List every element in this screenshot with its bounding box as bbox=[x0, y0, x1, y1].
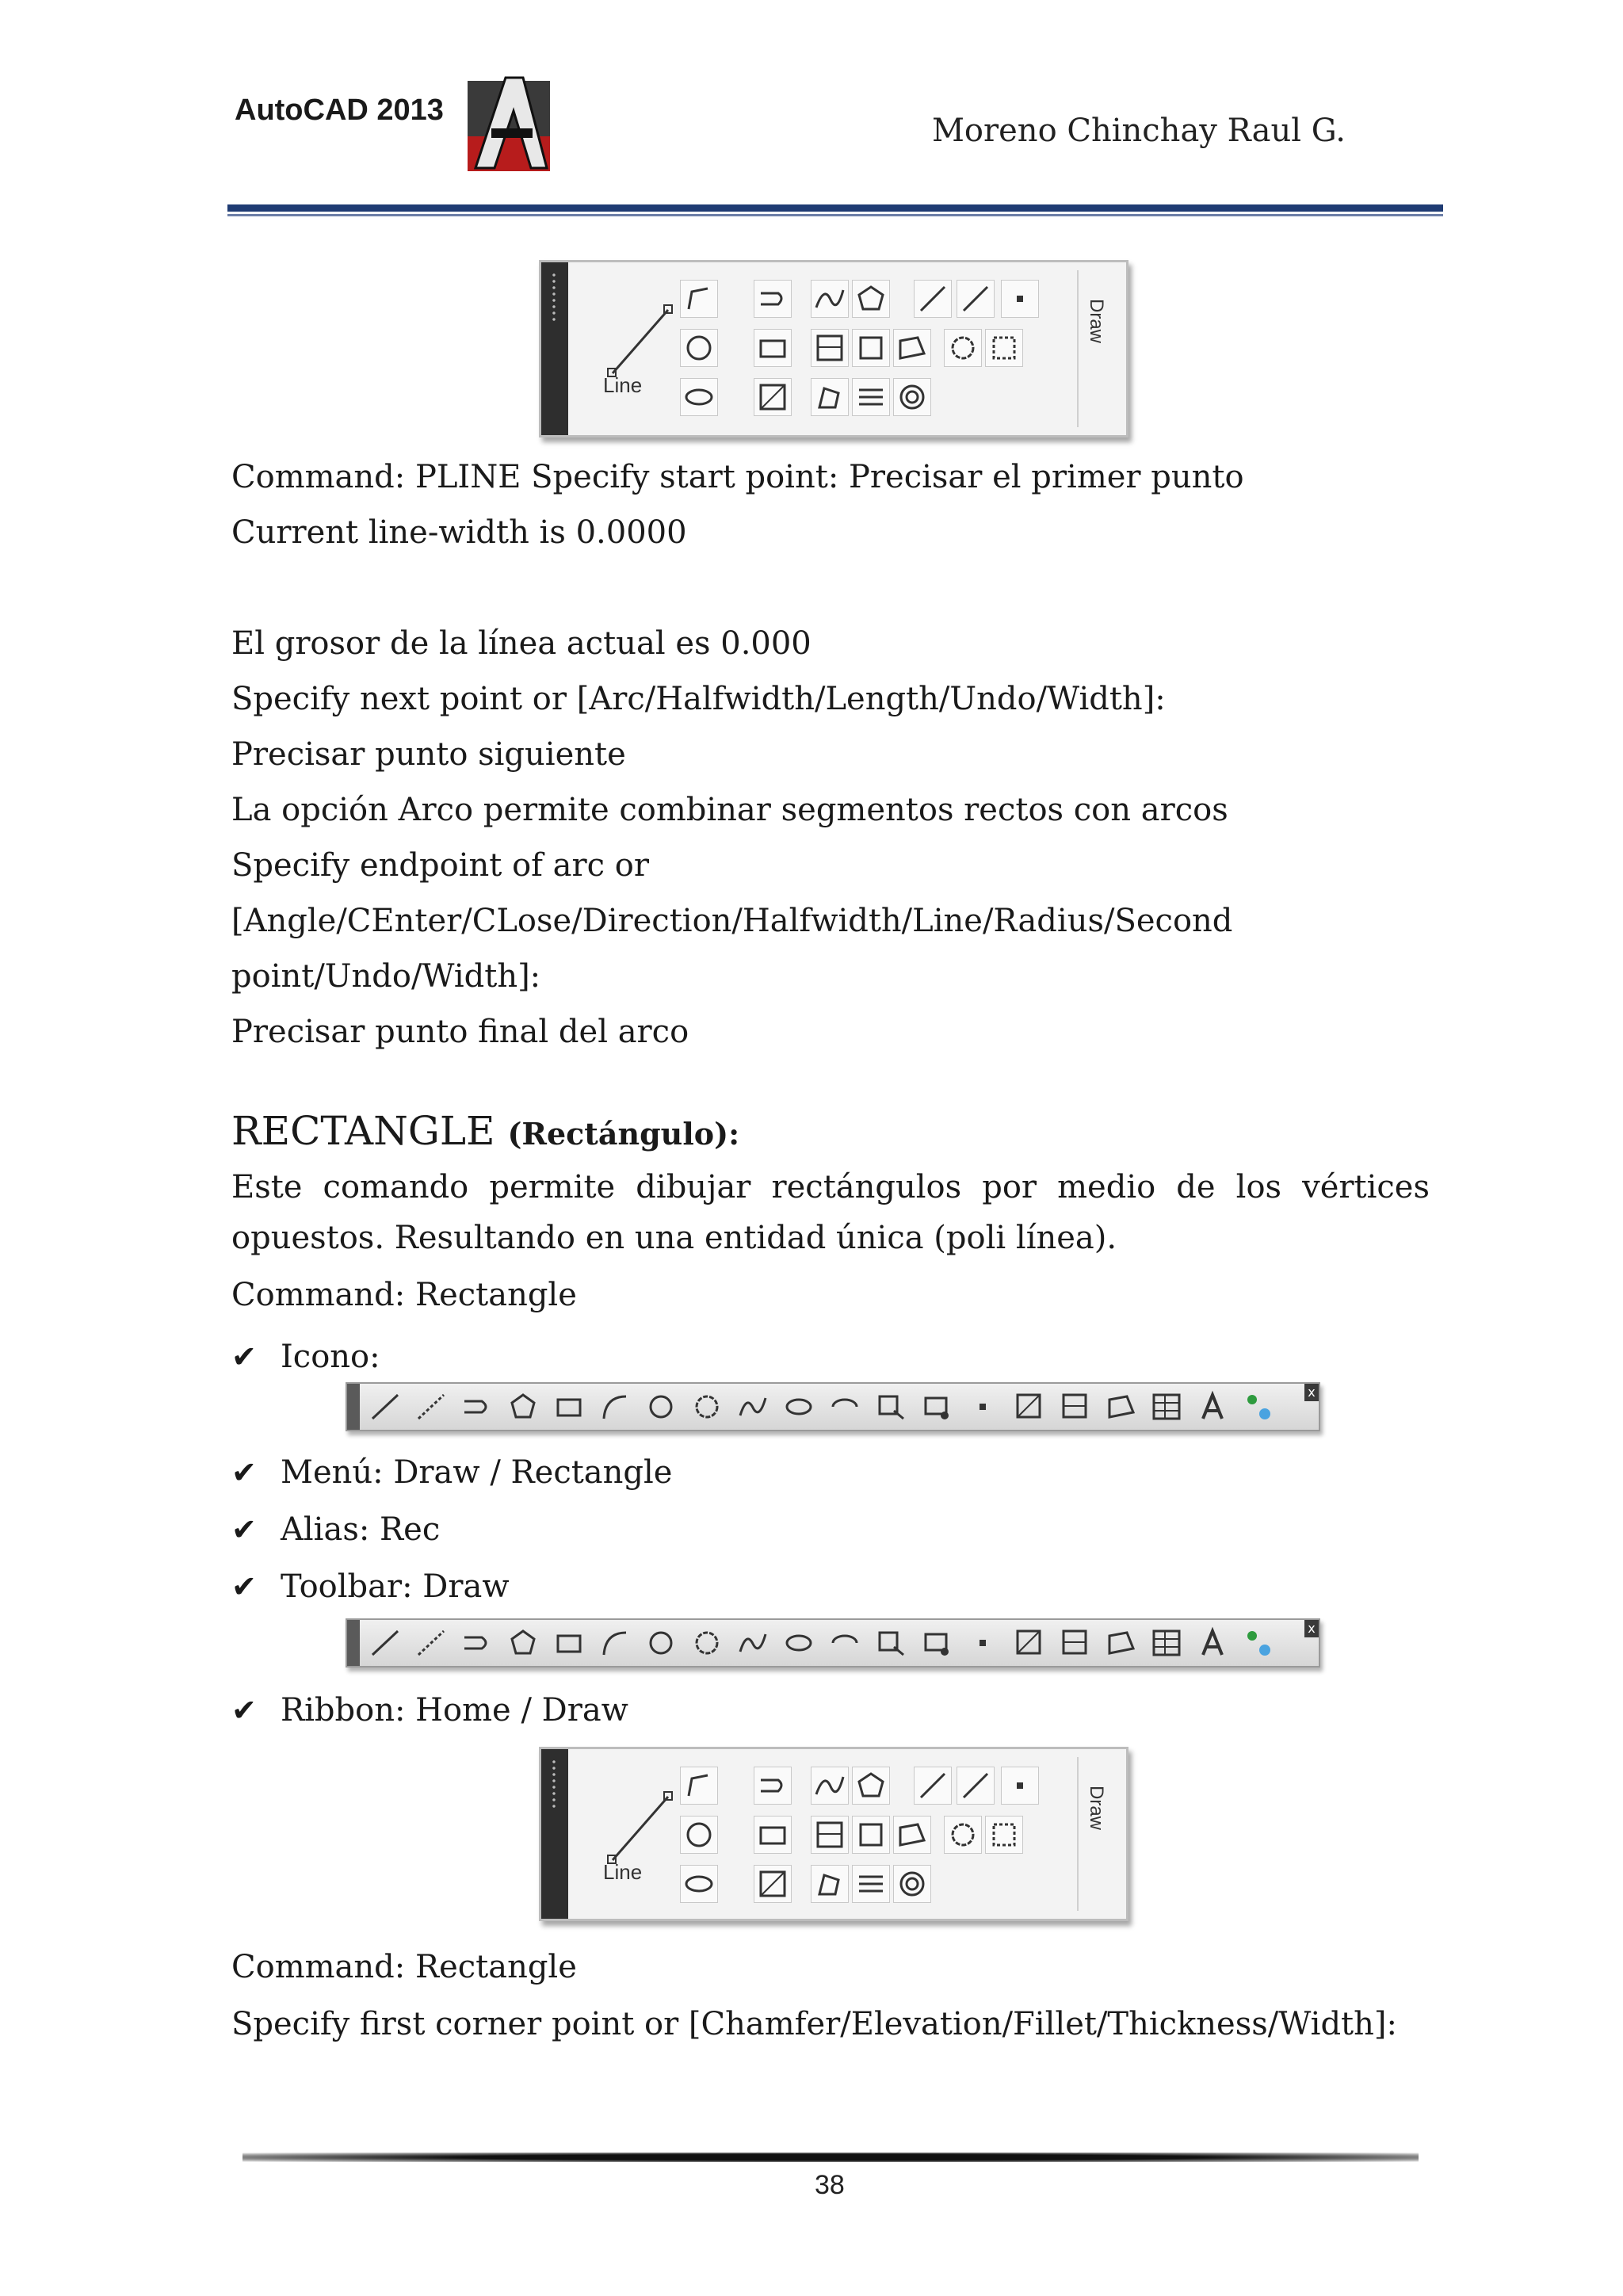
rectangle-icon bbox=[754, 1816, 792, 1854]
hatch-icon bbox=[1011, 1626, 1046, 1660]
bullet-icono bbox=[231, 1338, 380, 1376]
donut-icon bbox=[893, 378, 931, 416]
rectangle-icon bbox=[754, 329, 792, 367]
spline-icon bbox=[811, 1767, 849, 1805]
header-app-name: AutoCAD 2013 bbox=[235, 94, 444, 127]
pline-line-6: La opción Arco permite combinar segmentos rectos con arcos bbox=[231, 792, 1228, 828]
gradient-icon bbox=[754, 1865, 792, 1903]
pline-line-5: Precisar punto siguiente bbox=[231, 736, 626, 773]
draw-ribbon-panel-image bbox=[539, 260, 1128, 437]
polyline-icon bbox=[460, 1626, 495, 1660]
polygon-icon bbox=[852, 1767, 890, 1805]
gradient-icon bbox=[1057, 1626, 1092, 1660]
boundary-icon bbox=[852, 329, 890, 367]
checkmark-icon: ✔ bbox=[231, 1339, 257, 1374]
toolbar-close-icon: x bbox=[1304, 1384, 1319, 1401]
section-heading-subtitle: (Rectángulo): bbox=[507, 1116, 740, 1152]
make-block-icon bbox=[919, 1626, 954, 1660]
spline-icon bbox=[735, 1390, 770, 1423]
toolbar-close-icon: x bbox=[1304, 1620, 1319, 1637]
bullet-alias-text: Alias: Rec bbox=[281, 1511, 441, 1548]
line-label: Line bbox=[603, 373, 643, 397]
checkmark-icon: ✔ bbox=[231, 1693, 257, 1728]
revision-cloud-icon bbox=[944, 329, 982, 367]
pline-line-1: Command: PLINE Specify start point: Precisar el primer punto bbox=[231, 459, 1244, 495]
panel-title: Draw bbox=[1085, 1785, 1107, 1831]
region-icon bbox=[1103, 1390, 1138, 1423]
panel-title: Draw bbox=[1085, 298, 1107, 344]
polyline-icon bbox=[680, 1767, 718, 1805]
rectangle-icon bbox=[552, 1390, 586, 1423]
section-heading bbox=[231, 1108, 739, 1154]
wipeout-icon bbox=[985, 1816, 1023, 1854]
checkmark-icon: ✔ bbox=[231, 1569, 257, 1604]
helix-icon bbox=[852, 378, 890, 416]
author-name: Moreno Chinchay Raul G. bbox=[931, 113, 1346, 149]
region-icon bbox=[893, 1816, 931, 1854]
bullet-toolbar-text: Toolbar: Draw bbox=[281, 1568, 510, 1605]
bullet-menu bbox=[231, 1454, 672, 1492]
draw-toolbar-image-2 bbox=[346, 1618, 1320, 1668]
construction-line-icon bbox=[414, 1626, 449, 1660]
line-icon bbox=[368, 1390, 403, 1423]
multiline-text-icon bbox=[1195, 1390, 1230, 1423]
section-description: Este comando permite dibujar rectángulos por medio de los vértices opuestos. Resultando en una entidad única (poli línea). bbox=[231, 1169, 1430, 1256]
command-line: Command: Rectangle bbox=[231, 1277, 577, 1313]
pline-line-10: Precisar punto final del arco bbox=[231, 1014, 689, 1050]
make-block-icon bbox=[919, 1390, 954, 1423]
command-prompt: Specify first corner point or [Chamfer/Elevation/Fillet/Thickness/Width]: bbox=[231, 2006, 1397, 2042]
wipeout-icon bbox=[985, 329, 1023, 367]
donut-icon bbox=[893, 1865, 931, 1903]
panel-grip bbox=[541, 262, 568, 435]
revision-cloud-icon bbox=[689, 1626, 724, 1660]
point-icon bbox=[1001, 1767, 1039, 1805]
header-rule-thin bbox=[227, 214, 1443, 216]
rectangle-icon bbox=[552, 1626, 586, 1660]
ellipse-icon bbox=[781, 1390, 816, 1423]
pline-line-9: point/Undo/Width]: bbox=[231, 958, 541, 995]
arc-icon bbox=[598, 1390, 632, 1423]
polyline-edit-icon bbox=[754, 1767, 792, 1805]
insert-block-icon bbox=[873, 1390, 908, 1423]
polygon-icon bbox=[506, 1626, 540, 1660]
gradient-icon bbox=[1057, 1390, 1092, 1423]
page-number: 38 bbox=[815, 2170, 845, 2200]
ellipse-arc-icon bbox=[827, 1626, 862, 1660]
insert-block-icon bbox=[873, 1626, 908, 1660]
pline-line-3: El grosor de la línea actual es 0.000 bbox=[231, 625, 812, 662]
table-icon bbox=[1149, 1390, 1184, 1423]
point-icon bbox=[965, 1626, 1000, 1660]
revision-cloud-icon bbox=[944, 1816, 982, 1854]
region-icon bbox=[1103, 1626, 1138, 1660]
arc-icon bbox=[598, 1626, 632, 1660]
panel-separator bbox=[1077, 1757, 1079, 1911]
panel-separator bbox=[1077, 270, 1079, 427]
circle-icon bbox=[643, 1390, 678, 1423]
toolbar-grip bbox=[347, 1620, 360, 1666]
point-icon bbox=[1001, 280, 1039, 318]
fill-icon bbox=[811, 1865, 849, 1903]
ellipse-icon bbox=[680, 378, 718, 416]
bullet-menu-text: Menú: Draw / Rectangle bbox=[281, 1454, 673, 1491]
add-selected-icon bbox=[1241, 1626, 1276, 1660]
bullet-toolbar bbox=[231, 1568, 510, 1606]
ray-icon bbox=[957, 280, 995, 318]
section-heading-title: RECTANGLE bbox=[231, 1108, 495, 1154]
polyline-icon bbox=[680, 280, 718, 318]
pline-line-2: Current line-width is 0.0000 bbox=[231, 514, 687, 551]
spline-icon bbox=[735, 1626, 770, 1660]
construction-line-icon bbox=[414, 1390, 449, 1423]
fill-icon bbox=[811, 378, 849, 416]
circle-icon bbox=[680, 329, 718, 367]
bullet-ribbon-text: Ribbon: Home / Draw bbox=[281, 1692, 628, 1729]
line-icon bbox=[368, 1626, 403, 1660]
helix-icon bbox=[852, 1865, 890, 1903]
panel-grip bbox=[541, 1749, 568, 1919]
multiline-text-icon bbox=[1195, 1626, 1230, 1660]
gradient-icon bbox=[754, 378, 792, 416]
spline-icon bbox=[811, 280, 849, 318]
polygon-icon bbox=[852, 280, 890, 318]
boundary-icon bbox=[852, 1816, 890, 1854]
footer-rule bbox=[242, 2153, 1419, 2162]
polyline-edit-icon bbox=[754, 280, 792, 318]
toolbar-grip bbox=[347, 1384, 360, 1430]
revision-cloud-icon bbox=[689, 1390, 724, 1423]
draw-toolbar-image-1 bbox=[346, 1382, 1320, 1431]
polygon-icon bbox=[506, 1390, 540, 1423]
ellipse-icon bbox=[781, 1626, 816, 1660]
draw-ribbon-panel-image-2 bbox=[539, 1747, 1128, 1921]
hatch-icon bbox=[811, 1816, 849, 1854]
bullet-alias bbox=[231, 1511, 440, 1549]
hatch-icon bbox=[811, 329, 849, 367]
header-rule bbox=[227, 204, 1443, 212]
autocad-logo-icon bbox=[468, 73, 550, 171]
hatch-icon bbox=[1011, 1390, 1046, 1423]
table-icon bbox=[1149, 1626, 1184, 1660]
construction-line-icon bbox=[914, 1767, 952, 1805]
circle-icon bbox=[680, 1816, 718, 1854]
circle-icon bbox=[643, 1626, 678, 1660]
ellipse-icon bbox=[680, 1865, 718, 1903]
checkmark-icon: ✔ bbox=[231, 1512, 257, 1547]
ray-icon bbox=[957, 1767, 995, 1805]
point-icon bbox=[965, 1390, 1000, 1423]
checkmark-icon: ✔ bbox=[231, 1455, 257, 1490]
pline-line-4: Specify next point or [Arc/Halfwidth/Length/Undo/Width]: bbox=[231, 681, 1166, 717]
ellipse-arc-icon bbox=[827, 1390, 862, 1423]
bullet-ribbon bbox=[231, 1691, 628, 1729]
line-label: Line bbox=[603, 1860, 643, 1884]
add-selected-icon bbox=[1241, 1390, 1276, 1423]
bullet-icono-text: Icono: bbox=[281, 1339, 380, 1375]
region-icon bbox=[893, 329, 931, 367]
polyline-icon bbox=[460, 1390, 495, 1423]
pline-line-8: [Angle/CEnter/CLose/Direction/Halfwidth/Line/Radius/Second bbox=[231, 903, 1233, 939]
pline-line-7: Specify endpoint of arc or bbox=[231, 847, 649, 884]
command-line-2: Command: Rectangle bbox=[231, 1949, 577, 1985]
construction-line-icon bbox=[914, 280, 952, 318]
